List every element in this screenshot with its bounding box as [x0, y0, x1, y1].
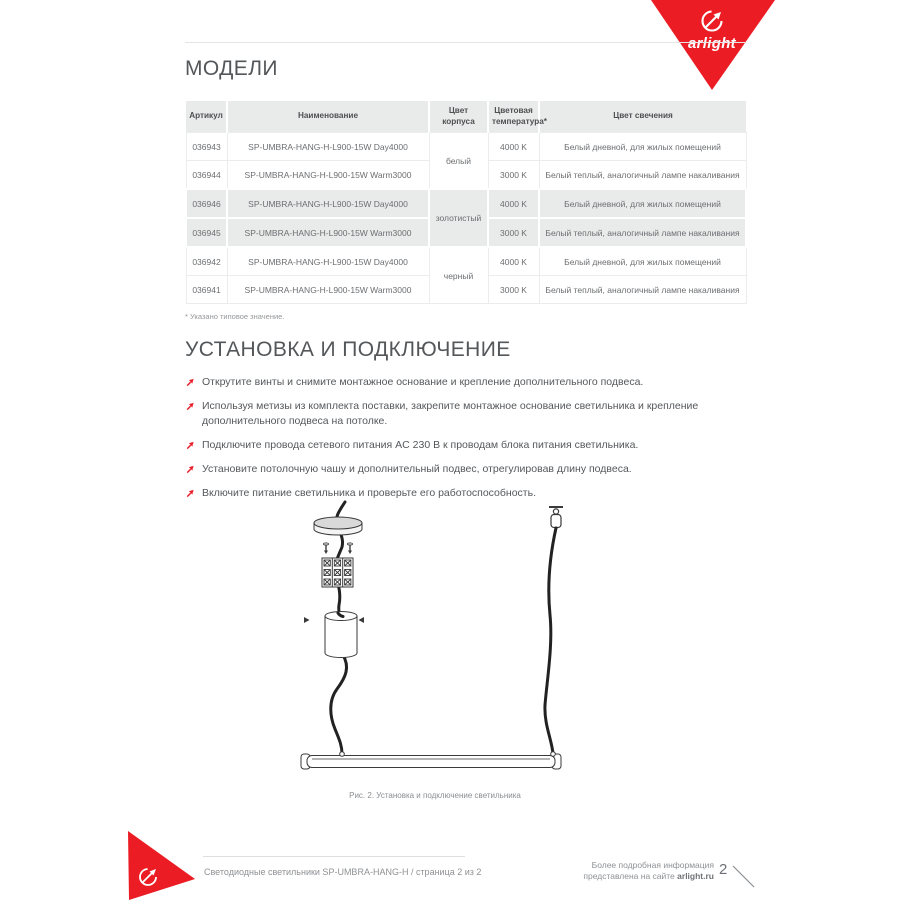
- bullet-arrow-icon: [186, 402, 195, 411]
- cell-glow: Белый теплый, аналогичный лампе накаливания: [539, 218, 746, 247]
- cell-glow: Белый дневной, для жилых помещений: [539, 133, 746, 161]
- cell-glow: Белый теплый, аналогичный лампе накаливания: [539, 276, 746, 304]
- pointer-arrow-icon: [359, 617, 365, 623]
- cell-article: 036946: [186, 189, 227, 218]
- step-text: Включите питание светильника и проверьте его работоспособность.: [202, 487, 536, 499]
- col-header-color-temp: Цветовая температура*: [488, 101, 539, 133]
- cell-body-color: черный: [429, 247, 488, 304]
- footer-divider: [203, 856, 465, 857]
- models-title: МОДЕЛИ: [185, 57, 278, 80]
- cell-article: 036942: [186, 247, 227, 276]
- screw-icon: [347, 543, 352, 554]
- cell-name: SP-UMBRA-HANG-H-L900-15W Warm3000: [227, 218, 429, 247]
- pointer-arrow-icon: [304, 617, 310, 623]
- mounting-base: [314, 517, 362, 535]
- list-item: [185, 375, 741, 390]
- step-text: Установите потолочную чашу и дополнительный подвес, отрегулировав длину подвеса.: [202, 463, 632, 475]
- cell-temp: 4000 K: [488, 247, 539, 276]
- cell-name: SP-UMBRA-HANG-H-L900-15W Day4000: [227, 133, 429, 161]
- cell-glow: Белый дневной, для жилых помещений: [539, 189, 746, 218]
- page-content: [185, 42, 745, 510]
- install-title: УСТАНОВКА И ПОДКЛЮЧЕНИЕ: [185, 338, 511, 361]
- cell-temp: 3000 K: [488, 276, 539, 304]
- table-footnote: * Указано типовое значение.: [185, 312, 285, 321]
- ceiling-canopy: [325, 612, 357, 658]
- luminaire-bar: [301, 752, 561, 769]
- page-number: 2: [719, 861, 728, 878]
- cell-article: 036945: [186, 218, 227, 247]
- cell-name: SP-UMBRA-HANG-H-L900-15W Warm3000: [227, 161, 429, 190]
- cell-article: 036943: [186, 133, 227, 161]
- table-row: [186, 189, 746, 218]
- cell-temp: 4000 K: [488, 133, 539, 161]
- suspension-cable: [545, 528, 556, 754]
- table-row: [186, 133, 746, 161]
- footer-info: [583, 860, 714, 882]
- cell-name: SP-UMBRA-HANG-H-L900-15W Day4000: [227, 189, 429, 218]
- brand-wordmark: arlight: [688, 35, 736, 52]
- suspension-grip: [549, 507, 563, 528]
- footer-info-line1: Более подробная информация: [591, 860, 714, 870]
- bullet-arrow-icon: [186, 441, 195, 450]
- footer-doc-title: Светодиодные светильники SP-UMBRA-HANG-H / страница 2 из 2: [204, 867, 482, 877]
- cell-body-color: золотистый: [429, 189, 488, 247]
- cell-name: SP-UMBRA-HANG-H-L900-15W Warm3000: [227, 276, 429, 304]
- installation-diagram: [290, 495, 580, 785]
- cell-temp: 4000 K: [488, 189, 539, 218]
- screw-icon: [323, 543, 328, 554]
- step-text: Используя метизы из комплекта поставки, закрепите монтажное основание светильника и крепление дополнительного подвеса на потолке.: [202, 400, 699, 427]
- footer-info-line2: представлена на сайте: [583, 871, 678, 881]
- table-header-row: [186, 101, 746, 133]
- cell-glow: Белый дневной, для жилых помещений: [539, 247, 746, 276]
- install-steps: [185, 375, 741, 501]
- page-number-slash: [731, 863, 757, 889]
- bullet-arrow-icon: [186, 489, 195, 498]
- step-text: Подключите провода сетевого питания AC 230 В к проводам блока питания светильника.: [202, 439, 639, 451]
- footer-logo: [126, 828, 198, 905]
- cell-article: 036941: [186, 276, 227, 304]
- list-item: [185, 399, 741, 429]
- col-header-glow-color: Цвет свечения: [539, 101, 746, 133]
- list-item: [185, 462, 741, 477]
- cell-name: SP-UMBRA-HANG-H-L900-15W Day4000: [227, 247, 429, 276]
- cell-body-color: белый: [429, 133, 488, 190]
- models-table: [185, 101, 747, 304]
- col-header-name: Наименование: [227, 101, 429, 133]
- terminal-block: [322, 558, 353, 587]
- cell-article: 036944: [186, 161, 227, 190]
- footer-site-link: arlight.ru: [677, 871, 714, 881]
- col-header-body-color: Цвет корпуса: [429, 101, 488, 133]
- col-header-article: Артикул: [186, 101, 227, 133]
- bullet-arrow-icon: [186, 378, 195, 387]
- bullet-arrow-icon: [186, 465, 195, 474]
- table-row: [186, 247, 746, 276]
- cell-glow: Белый теплый, аналогичный лампе накаливания: [539, 161, 746, 190]
- cell-temp: 3000 K: [488, 161, 539, 190]
- figure-caption: Рис. 2. Установка и подключение светильника: [349, 791, 521, 800]
- cell-temp: 3000 K: [488, 218, 539, 247]
- list-item: [185, 438, 741, 453]
- step-text: Открутите винты и снимите монтажное основание и крепление дополнительного подвеса.: [202, 376, 644, 388]
